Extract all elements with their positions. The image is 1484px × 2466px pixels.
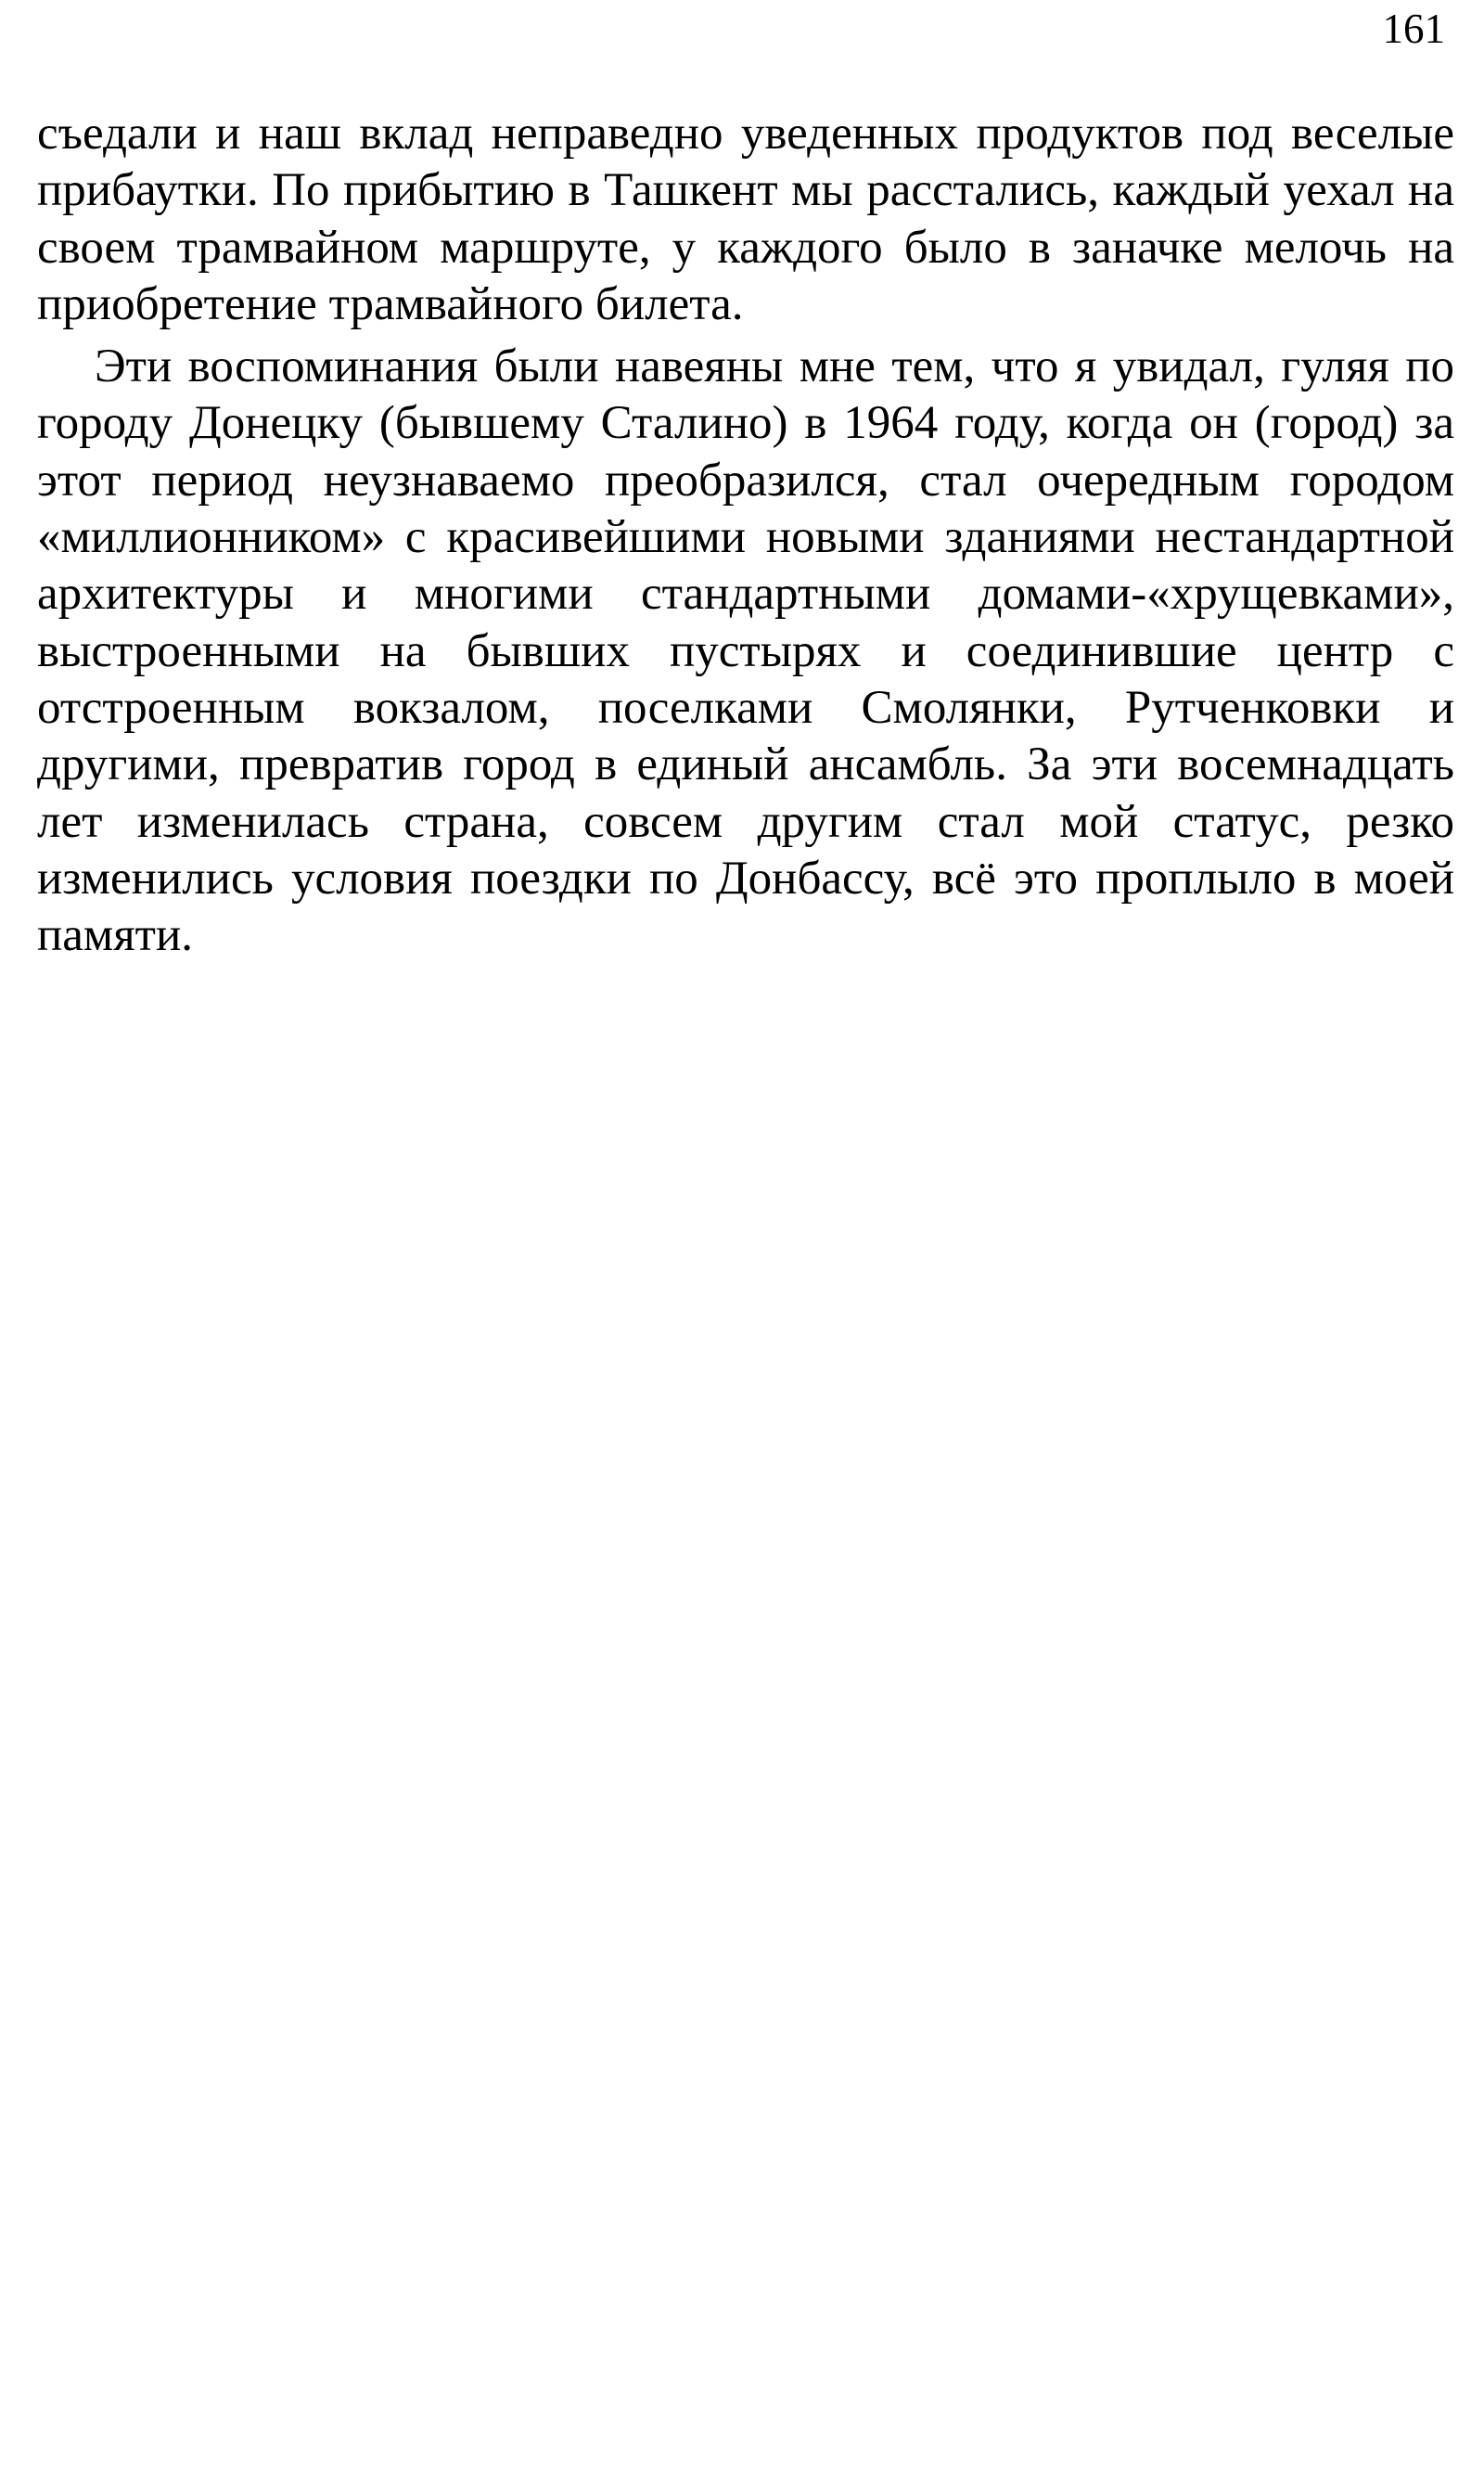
page-number: 161 xyxy=(1382,6,1445,52)
body-text xyxy=(37,106,1454,964)
paragraph-continued: съедали и наш вклад неправедно уведенных продуктов под веселые прибаутки. По прибытию в Ташкент мы расстались, каждый уехал на своем трамвайном маршруте, у каждого было в заначке мелочь на приобретение трамвайного билета. xyxy=(37,108,1454,330)
paragraph-memories: Эти воспоминания были навеяны мне тем, что я увидал, гуляя по городу Донецку (бывшему Сталино) в 1964 году, когда он (город) за этот период неузнаваемо преобразился, стал очередным городом «миллионником» с красивейшими новыми зданиями нестандартной архитектуры и многими стандартными домами-«хрущевками», выстроенными на бывших пустырях и соединившие центр с отстроенным вокзалом, поселками Смолянки, Рутченковки и другими, превратив город в единый ансамбль. За эти восемнадцать лет изменилась страна, совсем другим стал мой статус, резко изменились условия поездки по Донбассу, всё это проплыло в моей памяти. xyxy=(37,340,1454,962)
